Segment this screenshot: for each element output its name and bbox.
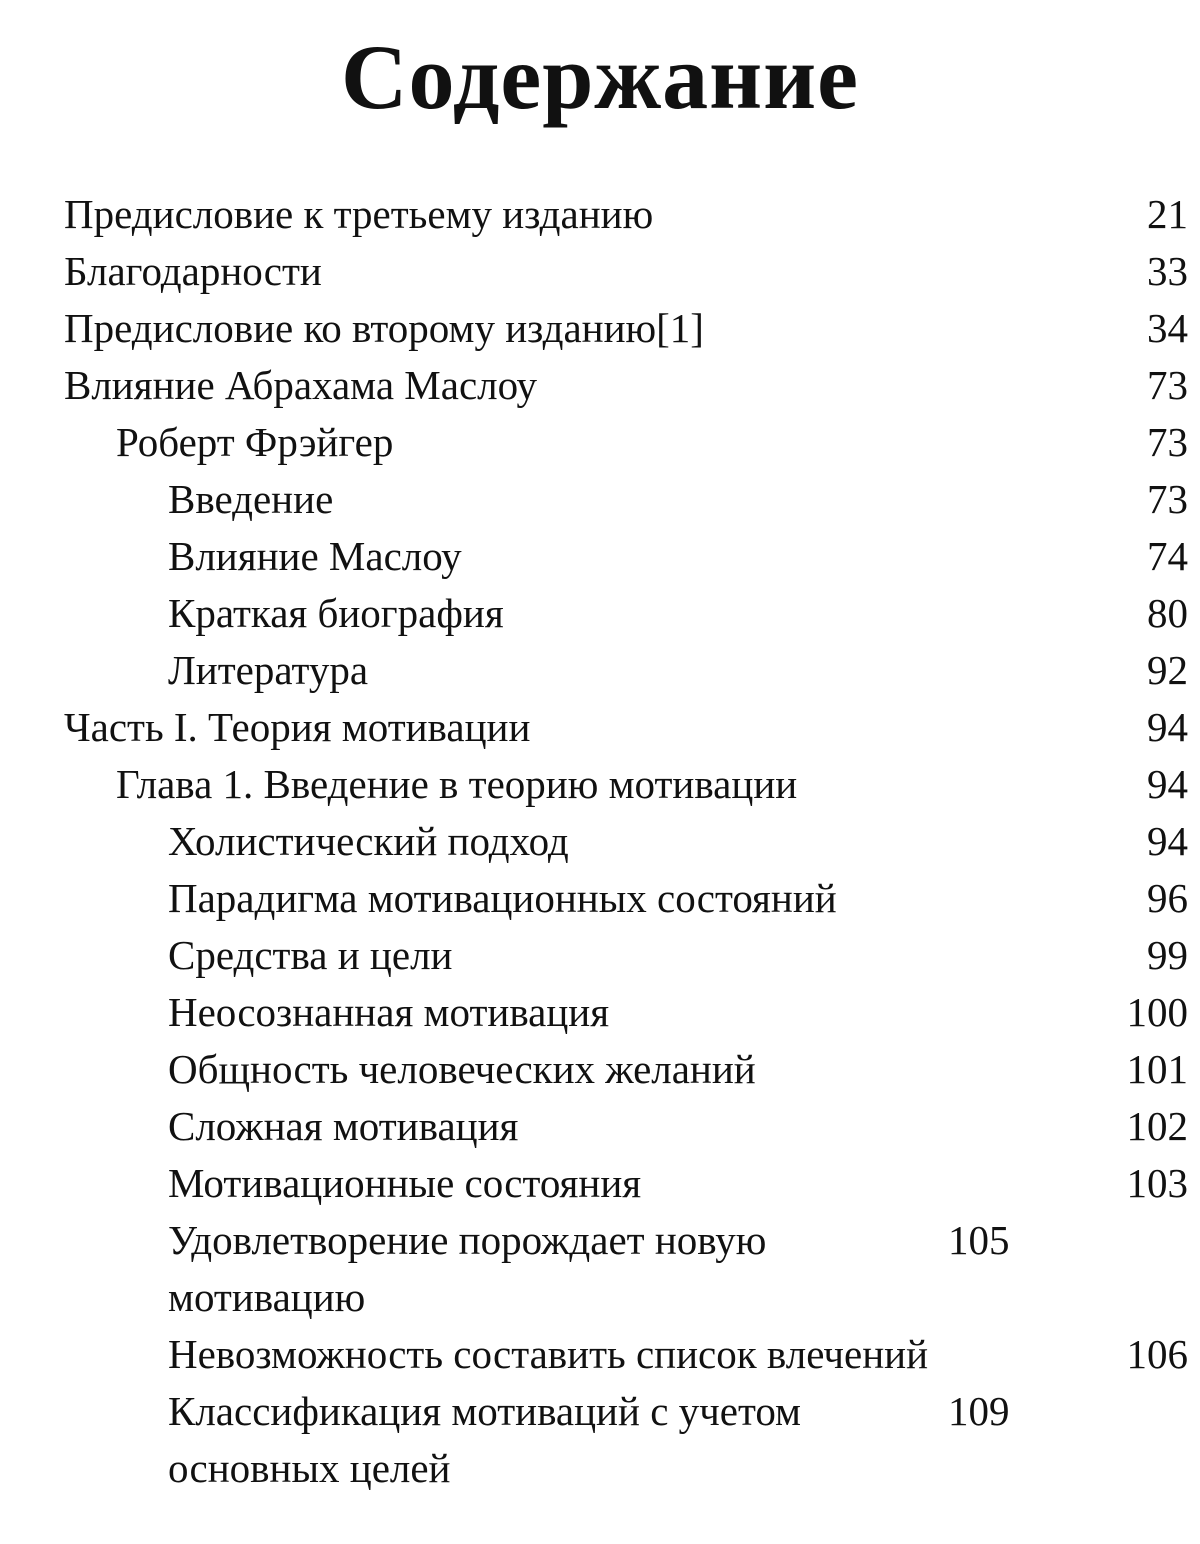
toc-entry-page: 94 [1147, 761, 1188, 807]
toc-entry[interactable] [64, 642, 1188, 699]
toc-entry-label: Холистический подход [168, 818, 569, 864]
toc-entry[interactable] [64, 927, 1188, 984]
toc-entry[interactable] [64, 984, 1188, 1041]
toc-entry-page: 74 [1147, 533, 1188, 579]
toc-entry[interactable] [64, 813, 1188, 870]
toc-entry-label: Глава 1. Введение в теорию мотивации [116, 761, 798, 807]
toc-entry-label: Влияние Абрахама Маслоу [64, 362, 538, 408]
toc-entry[interactable] [64, 243, 1188, 300]
toc-entry[interactable] [64, 1155, 1188, 1212]
toc-entry-page: 33 [1147, 248, 1188, 294]
toc-entry-label: Мотивационные состояния [168, 1160, 642, 1206]
toc-entry-label: Краткая биография [168, 590, 504, 636]
toc-entry[interactable] [64, 870, 1188, 927]
toc-entry-label: Удовлетворение порождает новую мотивацию [168, 1217, 767, 1320]
toc-entry-label: Неосознанная мотивация [168, 989, 610, 1035]
toc-entry-page: 103 [1126, 1160, 1188, 1206]
toc-entry-label: Благодарности [64, 248, 322, 294]
toc-entry-page: 106 [1126, 1331, 1188, 1377]
toc-entry-page: 73 [1147, 362, 1188, 408]
toc-entry-label: Невозможность составить список влечений [168, 1331, 929, 1377]
toc-entry-label: Классификация мотиваций с учетом основных целей [168, 1388, 801, 1491]
toc-entry-page: 73 [1147, 419, 1188, 465]
toc-entry[interactable] [64, 357, 1188, 414]
toc-entry-label: Введение [168, 476, 334, 522]
toc-entry-page: 94 [1147, 818, 1188, 864]
toc-entry-page: 94 [1147, 704, 1188, 750]
toc-entry-page: 99 [1147, 932, 1188, 978]
toc-entry[interactable] [64, 756, 1188, 813]
toc-entry-label: Влияние Маслоу [168, 533, 462, 579]
toc-entry-label: Общность человеческих желаний [168, 1046, 756, 1092]
toc-entry[interactable] [64, 699, 1188, 756]
toc-entry[interactable] [64, 1326, 1188, 1383]
toc-entry[interactable] [64, 528, 1188, 585]
toc-entry[interactable] [64, 1098, 1188, 1155]
toc-entry-page: 96 [1147, 875, 1188, 921]
page-title: Содержание [341, 26, 859, 128]
toc-entry-label: Роберт Фрэйгер [116, 419, 394, 465]
toc-entry[interactable] [64, 1212, 1188, 1326]
toc-entry-label: Парадигма мотивационных состояний [168, 875, 837, 921]
toc-entry-label: Литература [168, 647, 369, 693]
toc-entry-page: 100 [1126, 989, 1188, 1035]
toc-entry-label: Часть I. Теория мотивации [64, 704, 531, 750]
toc-entry[interactable] [64, 414, 1188, 471]
toc-entry-page: 109 [948, 1388, 1010, 1434]
toc-entry-label: Средства и цели [168, 932, 453, 978]
toc-entry-page: 21 [1147, 191, 1188, 237]
toc-entry[interactable] [64, 1383, 1188, 1497]
toc-entry-page: 92 [1147, 647, 1188, 693]
toc-entry[interactable] [64, 1041, 1188, 1098]
toc-entry[interactable] [64, 585, 1188, 642]
toc-entry[interactable] [64, 471, 1188, 528]
toc-entry-page: 101 [1126, 1046, 1188, 1092]
toc-entry-page: 80 [1147, 590, 1188, 636]
toc-entry-label: Предисловие к третьему изданию [64, 191, 654, 237]
toc-entry-label: Предисловие ко второму изданию[1] [64, 305, 704, 351]
toc-entry-page: 102 [1126, 1103, 1188, 1149]
toc-entry[interactable] [64, 186, 1188, 243]
toc-entry-page: 105 [948, 1217, 1010, 1263]
toc-entry[interactable] [64, 300, 1188, 357]
toc-entry-label: Сложная мотивация [168, 1103, 519, 1149]
toc-entry-page: 73 [1147, 476, 1188, 522]
table-of-contents [64, 186, 1188, 1497]
toc-entry-page: 34 [1147, 305, 1188, 351]
